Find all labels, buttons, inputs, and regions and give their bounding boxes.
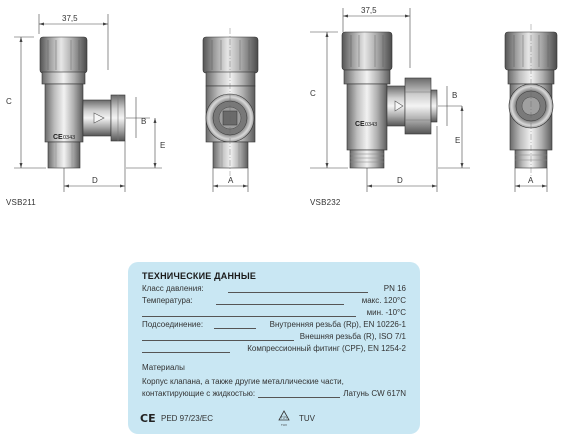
spec-row-temperature-min (142, 308, 406, 318)
tuv-triangle-icon (278, 410, 290, 428)
vsb232-body-mark: 0343 (365, 122, 378, 128)
svg-text:CE: CE (53, 134, 63, 141)
materials-line-1: Корпус клапана, а также другие металлические части, (142, 377, 344, 386)
spec-value: Латунь CW 617N (343, 389, 406, 398)
vsb211-dim-c: C (6, 97, 12, 106)
vsb211-front-view (203, 28, 258, 192)
spec-value: макс. 120°C (361, 296, 406, 305)
vsb232-model-label: VSB232 (310, 198, 341, 207)
vsb232-dim-c: C (310, 89, 316, 98)
materials-heading: Материалы (142, 363, 185, 372)
technical-data-card (128, 262, 420, 434)
spec-row-connection-r (142, 332, 406, 342)
vsb211-body-mark: 0343 (63, 135, 76, 141)
vsb211-dim-b: B (141, 117, 147, 126)
vsb211-dim-e: E (160, 141, 166, 150)
spec-key: Класс давления: (142, 284, 204, 293)
vsb211-side-view (6, 14, 165, 192)
vsb211-width-dimension: 37,5 (62, 14, 78, 23)
spec-value: PN 16 (383, 284, 406, 293)
vsb232-dim-d: D (397, 176, 403, 185)
vsb232-dim-b: B (452, 91, 458, 100)
spec-title: ТЕХНИЧЕСКИЕ ДАННЫЕ (142, 271, 257, 281)
spec-row-temperature-max (142, 296, 406, 306)
spec-value: Внешняя резьба (R), ISO 7/1 (299, 332, 406, 341)
vsb232-front-view (505, 24, 557, 192)
spec-value: Внутренняя резьба (Rp), EN 10226-1 (269, 320, 406, 329)
svg-text:TÜV: TÜV (280, 415, 288, 420)
spec-key: контактирующие с жидкостью: (142, 389, 256, 398)
svg-text:CE: CE (355, 121, 365, 128)
svg-text:TUV: TUV (281, 423, 287, 427)
tuv-label: TUV (299, 414, 315, 423)
spec-row-connection-cpf (142, 344, 406, 354)
vsb211-dim-d: D (92, 176, 98, 185)
spec-value: мин. -10°C (366, 308, 406, 317)
materials-line-2 (142, 389, 406, 399)
ped-directive: PED 97/23/EC (161, 414, 214, 423)
vsb232-width-dimension: 37,5 (361, 6, 377, 15)
vsb232-dim-e: E (455, 136, 461, 145)
ce-mark: CE (140, 412, 156, 425)
spec-key: Температура: (142, 296, 193, 305)
spec-value: Компрессионный фитинг (CPF), EN 1254-2 (247, 344, 406, 353)
spec-key: Подсоединение: (142, 320, 204, 329)
vsb211-dim-a: A (228, 176, 234, 185)
spec-row-pressure-class (142, 284, 406, 294)
vsb211-model-label: VSB211 (6, 198, 36, 207)
spec-row-connection-rp (142, 320, 406, 330)
vsb232-dim-a: A (528, 176, 534, 185)
vsb232-side-view (310, 6, 470, 192)
